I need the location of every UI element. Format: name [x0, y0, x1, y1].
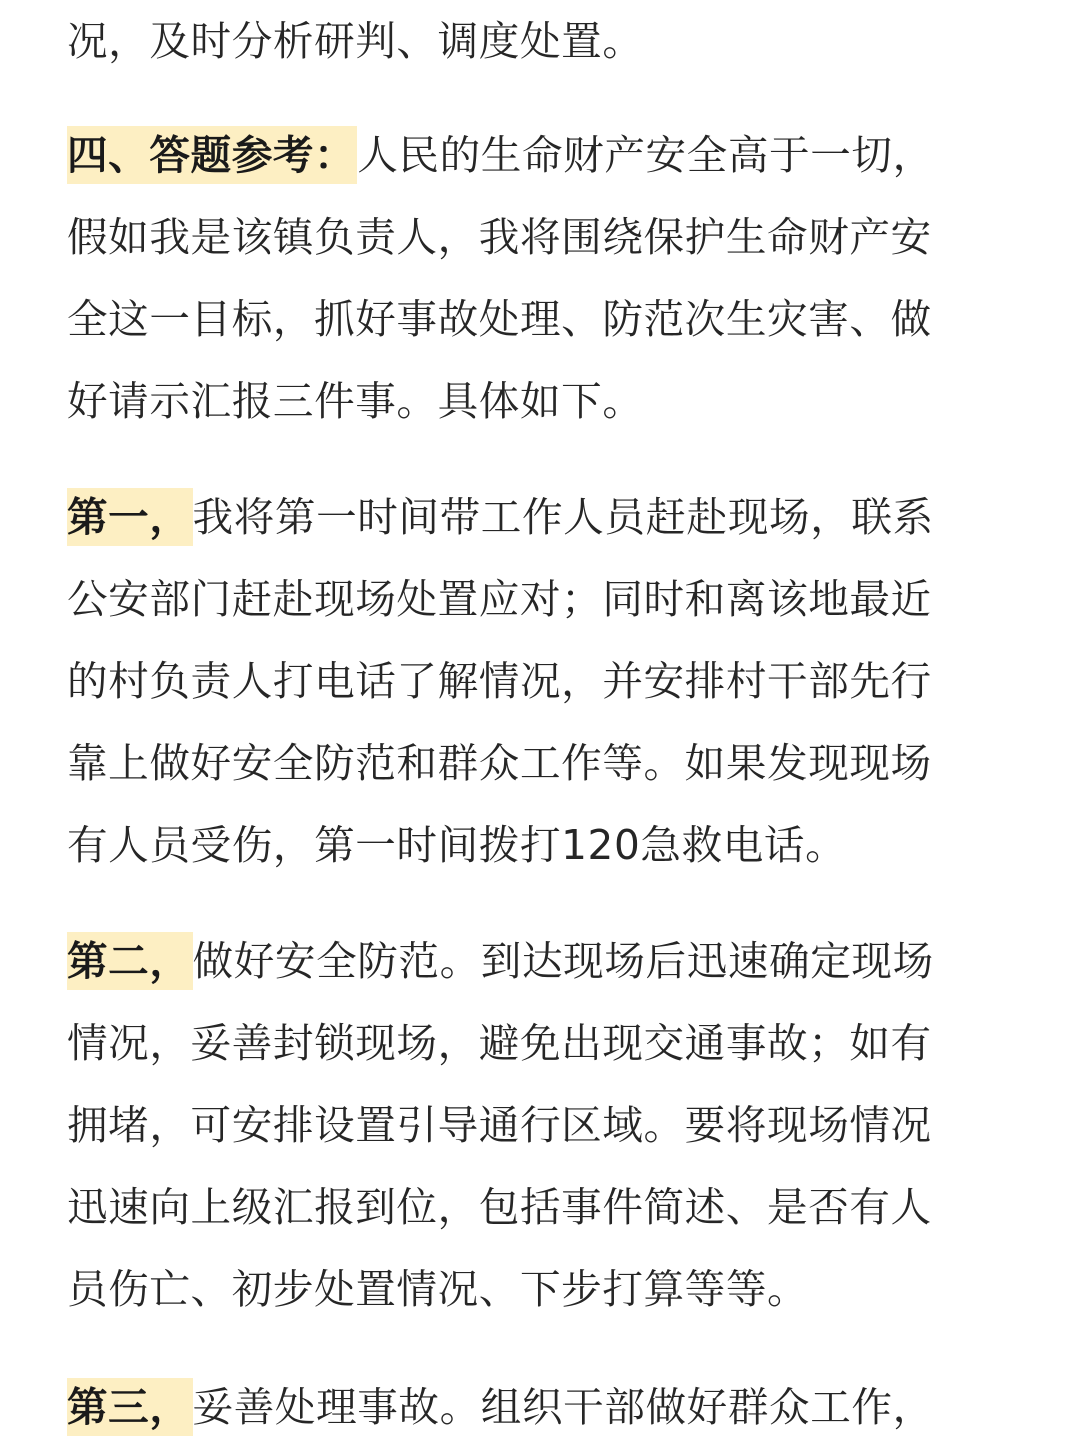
- paragraph-1-line-0-text: 人民的生命财产安全高于一切，: [357, 131, 934, 179]
- paragraph-1-line-2: 全这一目标，抓好事故处理、防范次生灾害、做: [67, 295, 932, 343]
- paragraph-2-line-3: 靠上做好安全防范和群众工作等。如果发现现场: [67, 739, 932, 787]
- paragraph-1-line-1: 假如我是该镇负责人，我将围绕保护生命财产安: [67, 213, 932, 261]
- paragraph-3-label: 第二，: [67, 932, 193, 990]
- paragraph-1-line-3: 好请示汇报三件事。具体如下。: [67, 377, 644, 425]
- paragraph-1-line-0: [67, 114, 934, 196]
- paragraph-2-label: 第一，: [67, 488, 193, 546]
- paragraph-4-line-0: [67, 1366, 934, 1448]
- paragraph-4-line-0-text: 妥善处理事故。组织干部做好群众工作，: [192, 1383, 934, 1431]
- paragraph-2-line-4: 有人员受伤，第一时间拨打120急救电话。: [67, 821, 847, 869]
- paragraph-3-line-1: 情况，妥善封锁现场，避免出现交通事故；如有: [67, 1019, 932, 1067]
- paragraph-2-line-0: [67, 476, 934, 558]
- paragraph-2-line-0-text: 我将第一时间带工作人员赶赴现场，联系: [192, 493, 934, 541]
- paragraph-4-label: 第三，: [67, 1378, 193, 1436]
- paragraph-0-line-0: 况，及时分析研判、调度处置。: [67, 17, 644, 65]
- paragraph-3-line-0: [67, 920, 934, 1002]
- paragraph-3-line-4: 员伤亡、初步处置情况、下步打算等等。: [67, 1265, 809, 1313]
- paragraph-3-line-2: 拥堵，可安排设置引导通行区域。要将现场情况: [67, 1101, 932, 1149]
- paragraph-2-line-1: 公安部门赶赴现场处置应对；同时和离该地最近: [67, 575, 932, 623]
- paragraph-1-label: 四、答题参考：: [67, 126, 357, 184]
- paragraph-3-line-3: 迅速向上级汇报到位，包括事件简述、是否有人: [67, 1183, 932, 1231]
- paragraph-3-line-0-text: 做好安全防范。到达现场后迅速确定现场: [192, 937, 934, 985]
- paragraph-2-line-2: 的村负责人打电话了解情况，并安排村干部先行: [67, 657, 932, 705]
